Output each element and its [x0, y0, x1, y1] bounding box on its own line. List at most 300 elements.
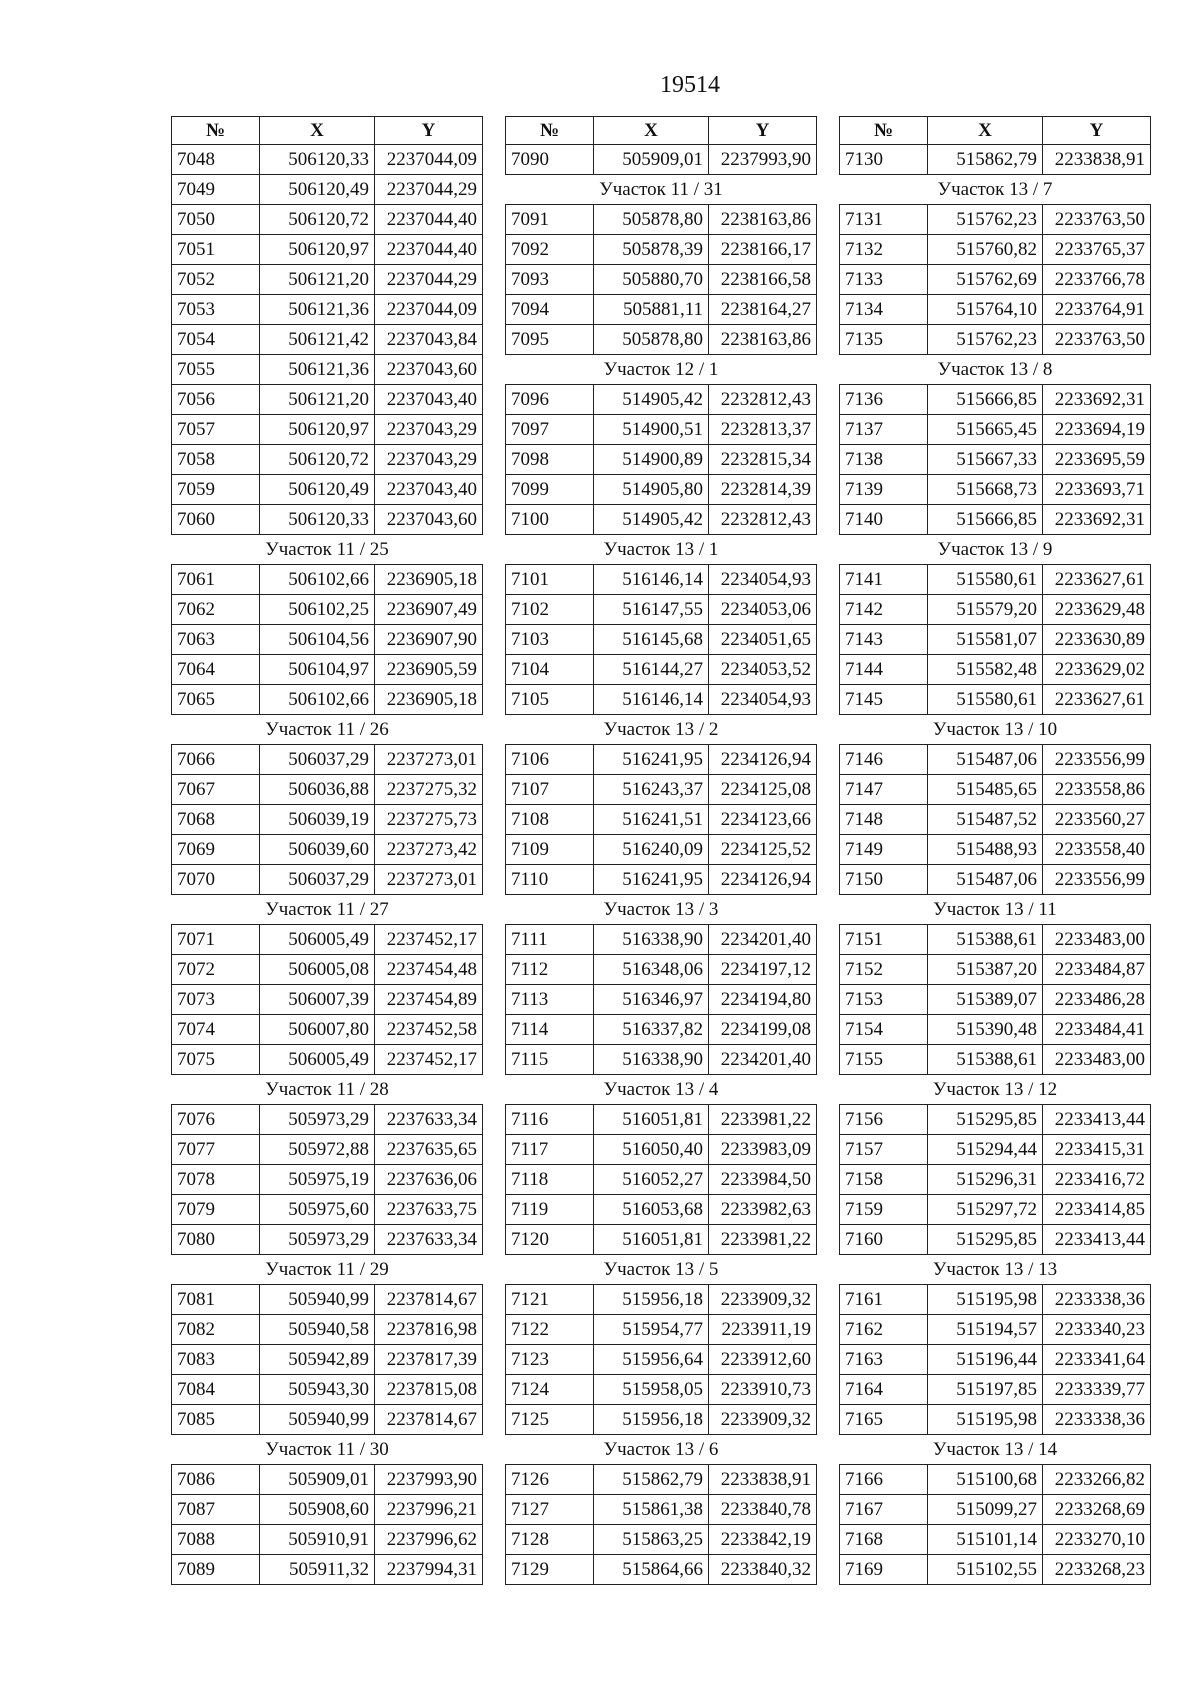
section-label: Участок 12 / 1: [506, 355, 817, 385]
table-row: [172, 145, 483, 175]
point-number-cell: 7123: [506, 1345, 594, 1375]
coordinate-table-1: [171, 116, 483, 1585]
y-coordinate-cell: 2232813,37: [709, 415, 817, 445]
x-coordinate-cell: 506120,49: [260, 475, 375, 505]
x-coordinate-cell: 505880,70: [594, 265, 709, 295]
table-row: [172, 1405, 483, 1435]
x-coordinate-cell: 505909,01: [260, 1465, 375, 1495]
point-number-cell: 7126: [506, 1465, 594, 1495]
point-number-cell: 7143: [840, 625, 928, 655]
table-row: [840, 265, 1151, 295]
table-row: [840, 655, 1151, 685]
x-coordinate-cell: 506007,80: [260, 1015, 375, 1045]
x-coordinate-cell: 515194,57: [928, 1315, 1043, 1345]
point-number-cell: 7157: [840, 1135, 928, 1165]
y-coordinate-cell: 2233765,37: [1043, 235, 1151, 265]
point-number-cell: 7068: [172, 805, 260, 835]
table-row: [172, 205, 483, 235]
y-coordinate-cell: 2237452,17: [375, 1045, 483, 1075]
point-number-cell: 7128: [506, 1525, 594, 1555]
section-label: Участок 13 / 13: [840, 1255, 1151, 1285]
x-coordinate-cell: 515297,72: [928, 1195, 1043, 1225]
table-row: [172, 1345, 483, 1375]
y-coordinate-cell: 2238164,27: [709, 295, 817, 325]
x-coordinate-cell: 515488,93: [928, 835, 1043, 865]
section-label: Участок 13 / 2: [506, 715, 817, 745]
point-number-cell: 7142: [840, 595, 928, 625]
point-number-cell: 7108: [506, 805, 594, 835]
x-coordinate-cell: 506120,72: [260, 205, 375, 235]
section-header-row: [172, 895, 483, 925]
table-row: [172, 1375, 483, 1405]
table-row: [840, 325, 1151, 355]
coordinate-table-3: [839, 116, 1151, 1585]
section-header-row: [840, 715, 1151, 745]
table-row: [506, 865, 817, 895]
table-row: [506, 1405, 817, 1435]
y-coordinate-cell: 2237633,75: [375, 1195, 483, 1225]
x-coordinate-cell: 515487,06: [928, 745, 1043, 775]
x-coordinate-cell: 516338,90: [594, 925, 709, 955]
table-row: [840, 385, 1151, 415]
y-coordinate-cell: 2233486,28: [1043, 985, 1151, 1015]
column-header-x: X: [928, 117, 1043, 145]
x-coordinate-cell: 506005,08: [260, 955, 375, 985]
point-number-cell: 7095: [506, 325, 594, 355]
point-number-cell: 7150: [840, 865, 928, 895]
table-row: [506, 1225, 817, 1255]
table-row: [172, 505, 483, 535]
y-coordinate-cell: 2233341,64: [1043, 1345, 1151, 1375]
point-number-cell: 7132: [840, 235, 928, 265]
table-row: [506, 415, 817, 445]
table-row: [840, 835, 1151, 865]
table-row: [172, 1285, 483, 1315]
y-coordinate-cell: 2237044,09: [375, 295, 483, 325]
point-number-cell: 7135: [840, 325, 928, 355]
table-row: [506, 475, 817, 505]
x-coordinate-cell: 505908,60: [260, 1495, 375, 1525]
section-header-row: [506, 895, 817, 925]
x-coordinate-cell: 515666,85: [928, 385, 1043, 415]
table-row: [840, 1105, 1151, 1135]
section-header-row: [840, 1075, 1151, 1105]
x-coordinate-cell: 505878,80: [594, 205, 709, 235]
point-number-cell: 7096: [506, 385, 594, 415]
table-row: [172, 1135, 483, 1165]
y-coordinate-cell: 2234051,65: [709, 625, 817, 655]
x-coordinate-cell: 515580,61: [928, 685, 1043, 715]
y-coordinate-cell: 2234199,08: [709, 1015, 817, 1045]
y-coordinate-cell: 2237633,34: [375, 1225, 483, 1255]
y-coordinate-cell: 2236905,59: [375, 655, 483, 685]
point-number-cell: 7090: [506, 145, 594, 175]
x-coordinate-cell: 505940,99: [260, 1285, 375, 1315]
section-label: Участок 11 / 28: [172, 1075, 483, 1105]
section-label: Участок 13 / 8: [840, 355, 1151, 385]
x-coordinate-cell: 506104,56: [260, 625, 375, 655]
section-header-row: [506, 175, 817, 205]
section-header-row: [506, 355, 817, 385]
column-header-y: Y: [375, 117, 483, 145]
point-number-cell: 7113: [506, 985, 594, 1015]
point-number-cell: 7144: [840, 655, 928, 685]
y-coordinate-cell: 2234194,80: [709, 985, 817, 1015]
point-number-cell: 7137: [840, 415, 928, 445]
table-row: [506, 1495, 817, 1525]
table-row: [172, 1495, 483, 1525]
section-header-row: [840, 535, 1151, 565]
x-coordinate-cell: 515294,44: [928, 1135, 1043, 1165]
x-coordinate-cell: 516051,81: [594, 1105, 709, 1135]
table-row: [172, 1105, 483, 1135]
point-number-cell: 7080: [172, 1225, 260, 1255]
y-coordinate-cell: 2237636,06: [375, 1165, 483, 1195]
point-number-cell: 7083: [172, 1345, 260, 1375]
column-header-number: №: [840, 117, 928, 145]
table-row: [172, 415, 483, 445]
table-row: [172, 235, 483, 265]
point-number-cell: 7145: [840, 685, 928, 715]
y-coordinate-cell: 2233629,48: [1043, 595, 1151, 625]
y-coordinate-cell: 2233413,44: [1043, 1105, 1151, 1135]
table-row: [506, 595, 817, 625]
table-row: [172, 655, 483, 685]
section-header-row: [840, 175, 1151, 205]
point-number-cell: 7105: [506, 685, 594, 715]
table-row: [506, 235, 817, 265]
x-coordinate-cell: 515295,85: [928, 1225, 1043, 1255]
point-number-cell: 7165: [840, 1405, 928, 1435]
point-number-cell: 7131: [840, 205, 928, 235]
y-coordinate-cell: 2237996,21: [375, 1495, 483, 1525]
table-row: [506, 1045, 817, 1075]
table-row: [506, 1375, 817, 1405]
point-number-cell: 7078: [172, 1165, 260, 1195]
table-row: [840, 1045, 1151, 1075]
section-label: Участок 13 / 11: [840, 895, 1151, 925]
point-number-cell: 7159: [840, 1195, 928, 1225]
x-coordinate-cell: 516052,27: [594, 1165, 709, 1195]
page-number: 19514: [660, 72, 720, 98]
column-header-number: №: [506, 117, 594, 145]
point-number-cell: 7074: [172, 1015, 260, 1045]
y-coordinate-cell: 2234054,93: [709, 685, 817, 715]
point-number-cell: 7099: [506, 475, 594, 505]
point-number-cell: 7073: [172, 985, 260, 1015]
y-coordinate-cell: 2233483,00: [1043, 925, 1151, 955]
point-number-cell: 7107: [506, 775, 594, 805]
y-coordinate-cell: 2234123,66: [709, 805, 817, 835]
point-number-cell: 7066: [172, 745, 260, 775]
point-number-cell: 7051: [172, 235, 260, 265]
y-coordinate-cell: 2237994,31: [375, 1555, 483, 1585]
table-row: [506, 835, 817, 865]
point-number-cell: 7087: [172, 1495, 260, 1525]
table-row: [172, 1015, 483, 1045]
section-header-row: [506, 1255, 817, 1285]
y-coordinate-cell: 2237043,60: [375, 505, 483, 535]
table-row: [840, 415, 1151, 445]
table-row: [840, 205, 1151, 235]
y-coordinate-cell: 2237993,90: [709, 145, 817, 175]
point-number-cell: 7154: [840, 1015, 928, 1045]
x-coordinate-cell: 515487,06: [928, 865, 1043, 895]
table-row: [172, 745, 483, 775]
y-coordinate-cell: 2237043,40: [375, 475, 483, 505]
y-coordinate-cell: 2232814,39: [709, 475, 817, 505]
point-number-cell: 7119: [506, 1195, 594, 1225]
section-header-row: [506, 1075, 817, 1105]
table-row: [840, 685, 1151, 715]
y-coordinate-cell: 2233982,63: [709, 1195, 817, 1225]
table-row: [506, 505, 817, 535]
point-number-cell: 7094: [506, 295, 594, 325]
column-header-x: X: [260, 117, 375, 145]
y-coordinate-cell: 2234126,94: [709, 865, 817, 895]
point-number-cell: 7140: [840, 505, 928, 535]
section-label: Участок 13 / 5: [506, 1255, 817, 1285]
point-number-cell: 7152: [840, 955, 928, 985]
y-coordinate-cell: 2232812,43: [709, 385, 817, 415]
point-number-cell: 7063: [172, 625, 260, 655]
y-coordinate-cell: 2233338,36: [1043, 1405, 1151, 1435]
y-coordinate-cell: 2234125,52: [709, 835, 817, 865]
point-number-cell: 7155: [840, 1045, 928, 1075]
x-coordinate-cell: 515580,61: [928, 565, 1043, 595]
y-coordinate-cell: 2233694,19: [1043, 415, 1151, 445]
x-coordinate-cell: 515485,65: [928, 775, 1043, 805]
point-number-cell: 7133: [840, 265, 928, 295]
point-number-cell: 7125: [506, 1405, 594, 1435]
section-label: Участок 11 / 25: [172, 535, 483, 565]
x-coordinate-cell: 515099,27: [928, 1495, 1043, 1525]
table-row: [506, 985, 817, 1015]
x-coordinate-cell: 516338,90: [594, 1045, 709, 1075]
x-coordinate-cell: 506104,97: [260, 655, 375, 685]
table-row: [172, 265, 483, 295]
x-coordinate-cell: 516146,14: [594, 685, 709, 715]
x-coordinate-cell: 516050,40: [594, 1135, 709, 1165]
table-row: [840, 1525, 1151, 1555]
y-coordinate-cell: 2237633,34: [375, 1105, 483, 1135]
point-number-cell: 7134: [840, 295, 928, 325]
section-header-row: [506, 535, 817, 565]
y-coordinate-cell: 2237815,08: [375, 1375, 483, 1405]
table-row: [172, 325, 483, 355]
x-coordinate-cell: 505975,19: [260, 1165, 375, 1195]
x-coordinate-cell: 506120,33: [260, 145, 375, 175]
table-row: [506, 1165, 817, 1195]
section-header-row: [172, 1075, 483, 1105]
table-row: [172, 445, 483, 475]
x-coordinate-cell: 506120,72: [260, 445, 375, 475]
x-coordinate-cell: 506120,97: [260, 415, 375, 445]
x-coordinate-cell: 516243,37: [594, 775, 709, 805]
section-header-row: [840, 1435, 1151, 1465]
point-number-cell: 7116: [506, 1105, 594, 1135]
table-row: [506, 1195, 817, 1225]
y-coordinate-cell: 2234126,94: [709, 745, 817, 775]
point-number-cell: 7075: [172, 1045, 260, 1075]
coordinate-table-2: [505, 116, 817, 1585]
x-coordinate-cell: 515295,85: [928, 1105, 1043, 1135]
table-row: [172, 385, 483, 415]
x-coordinate-cell: 516147,55: [594, 595, 709, 625]
x-coordinate-cell: 505972,88: [260, 1135, 375, 1165]
x-coordinate-cell: 515582,48: [928, 655, 1043, 685]
table-row: [172, 955, 483, 985]
x-coordinate-cell: 515195,98: [928, 1405, 1043, 1435]
x-coordinate-cell: 514905,80: [594, 475, 709, 505]
x-coordinate-cell: 515864,66: [594, 1555, 709, 1585]
point-number-cell: 7151: [840, 925, 928, 955]
x-coordinate-cell: 516051,81: [594, 1225, 709, 1255]
point-number-cell: 7092: [506, 235, 594, 265]
x-coordinate-cell: 505881,11: [594, 295, 709, 325]
table-row: [840, 295, 1151, 325]
point-number-cell: 7109: [506, 835, 594, 865]
section-label: Участок 13 / 1: [506, 535, 817, 565]
point-number-cell: 7168: [840, 1525, 928, 1555]
point-number-cell: 7104: [506, 655, 594, 685]
table-row: [840, 505, 1151, 535]
y-coordinate-cell: 2233910,73: [709, 1375, 817, 1405]
point-number-cell: 7065: [172, 685, 260, 715]
y-coordinate-cell: 2237814,67: [375, 1285, 483, 1315]
table-row: [506, 745, 817, 775]
table-row: [840, 865, 1151, 895]
table-row: [840, 145, 1151, 175]
point-number-cell: 7158: [840, 1165, 928, 1195]
x-coordinate-cell: 505975,60: [260, 1195, 375, 1225]
table-row: [172, 1525, 483, 1555]
point-number-cell: 7162: [840, 1315, 928, 1345]
x-coordinate-cell: 506102,66: [260, 565, 375, 595]
x-coordinate-cell: 516144,27: [594, 655, 709, 685]
y-coordinate-cell: 2233558,40: [1043, 835, 1151, 865]
x-coordinate-cell: 505942,89: [260, 1345, 375, 1375]
point-number-cell: 7100: [506, 505, 594, 535]
x-coordinate-cell: 506039,19: [260, 805, 375, 835]
y-coordinate-cell: 2233339,77: [1043, 1375, 1151, 1405]
point-number-cell: 7118: [506, 1165, 594, 1195]
y-coordinate-cell: 2236907,49: [375, 595, 483, 625]
point-number-cell: 7059: [172, 475, 260, 505]
y-coordinate-cell: 2233556,99: [1043, 865, 1151, 895]
table-row: [840, 565, 1151, 595]
y-coordinate-cell: 2233911,19: [709, 1315, 817, 1345]
table-row: [506, 1105, 817, 1135]
x-coordinate-cell: 506007,39: [260, 985, 375, 1015]
point-number-cell: 7064: [172, 655, 260, 685]
y-coordinate-cell: 2237044,40: [375, 205, 483, 235]
x-coordinate-cell: 515862,79: [928, 145, 1043, 175]
point-number-cell: 7053: [172, 295, 260, 325]
x-coordinate-cell: 515668,73: [928, 475, 1043, 505]
y-coordinate-cell: 2233981,22: [709, 1225, 817, 1255]
table-row: [172, 175, 483, 205]
y-coordinate-cell: 2233560,27: [1043, 805, 1151, 835]
y-coordinate-cell: 2233763,50: [1043, 325, 1151, 355]
y-coordinate-cell: 2233338,36: [1043, 1285, 1151, 1315]
x-coordinate-cell: 514900,51: [594, 415, 709, 445]
table-row: [840, 1165, 1151, 1195]
y-coordinate-cell: 2237452,58: [375, 1015, 483, 1045]
y-coordinate-cell: 2233693,71: [1043, 475, 1151, 505]
table-row: [172, 475, 483, 505]
y-coordinate-cell: 2234053,06: [709, 595, 817, 625]
x-coordinate-cell: 506102,25: [260, 595, 375, 625]
x-coordinate-cell: 505973,29: [260, 1225, 375, 1255]
y-coordinate-cell: 2237275,73: [375, 805, 483, 835]
point-number-cell: 7057: [172, 415, 260, 445]
table-row: [840, 805, 1151, 835]
y-coordinate-cell: 2238166,58: [709, 265, 817, 295]
x-coordinate-cell: 514905,42: [594, 385, 709, 415]
point-number-cell: 7081: [172, 1285, 260, 1315]
x-coordinate-cell: 505909,01: [594, 145, 709, 175]
section-label: Участок 11 / 27: [172, 895, 483, 925]
point-number-cell: 7139: [840, 475, 928, 505]
table-row: [506, 1285, 817, 1315]
section-label: Участок 13 / 9: [840, 535, 1151, 565]
x-coordinate-cell: 506039,60: [260, 835, 375, 865]
table-row: [840, 985, 1151, 1015]
y-coordinate-cell: 2237996,62: [375, 1525, 483, 1555]
y-coordinate-cell: 2238163,86: [709, 325, 817, 355]
table-row: [506, 445, 817, 475]
table-row: [506, 655, 817, 685]
y-coordinate-cell: 2233695,59: [1043, 445, 1151, 475]
x-coordinate-cell: 516346,97: [594, 985, 709, 1015]
table-row: [506, 1555, 817, 1585]
table-row: [840, 1285, 1151, 1315]
y-coordinate-cell: 2233270,10: [1043, 1525, 1151, 1555]
table-row: [840, 1315, 1151, 1345]
point-number-cell: 7163: [840, 1345, 928, 1375]
table-row: [506, 1525, 817, 1555]
y-coordinate-cell: 2233558,86: [1043, 775, 1151, 805]
x-coordinate-cell: 506037,29: [260, 745, 375, 775]
point-number-cell: 7055: [172, 355, 260, 385]
table-row: [172, 985, 483, 1015]
y-coordinate-cell: 2237452,17: [375, 925, 483, 955]
point-number-cell: 7056: [172, 385, 260, 415]
x-coordinate-cell: 516337,82: [594, 1015, 709, 1045]
point-number-cell: 7112: [506, 955, 594, 985]
x-coordinate-cell: 506121,20: [260, 265, 375, 295]
x-coordinate-cell: 515101,14: [928, 1525, 1043, 1555]
y-coordinate-cell: 2237273,01: [375, 865, 483, 895]
x-coordinate-cell: 515667,33: [928, 445, 1043, 475]
table-row: [506, 205, 817, 235]
x-coordinate-cell: 506005,49: [260, 1045, 375, 1075]
table-row: [506, 1345, 817, 1375]
section-label: Участок 11 / 30: [172, 1435, 483, 1465]
table-row: [506, 1135, 817, 1165]
point-number-cell: 7117: [506, 1135, 594, 1165]
y-coordinate-cell: 2233268,69: [1043, 1495, 1151, 1525]
x-coordinate-cell: 515296,31: [928, 1165, 1043, 1195]
table-row: [840, 595, 1151, 625]
point-number-cell: 7114: [506, 1015, 594, 1045]
column-header-number: №: [172, 117, 260, 145]
y-coordinate-cell: 2233340,23: [1043, 1315, 1151, 1345]
x-coordinate-cell: 515760,82: [928, 235, 1043, 265]
table-row: [172, 565, 483, 595]
point-number-cell: 7103: [506, 625, 594, 655]
